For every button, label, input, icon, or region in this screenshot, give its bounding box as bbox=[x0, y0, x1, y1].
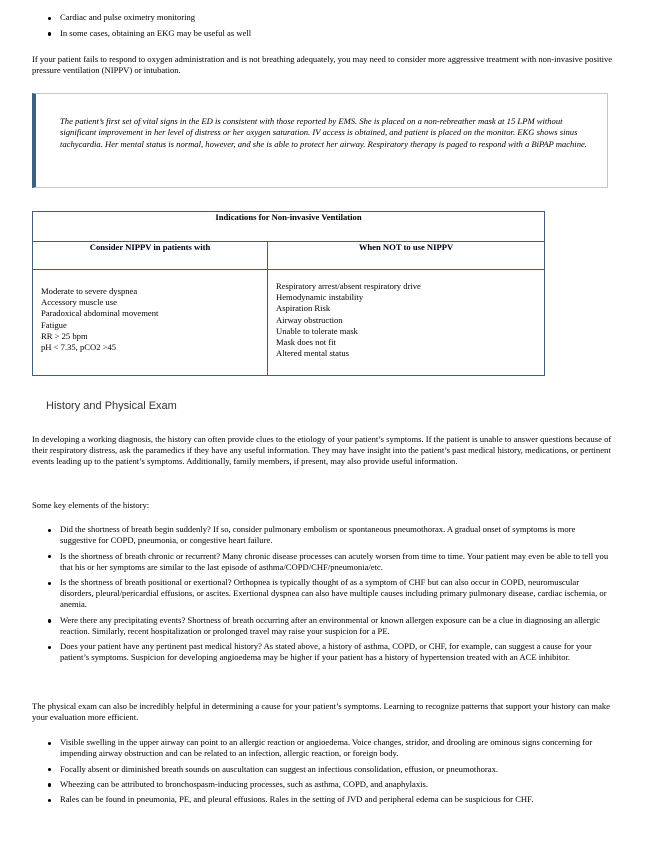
consider-item: Paradoxical abdominal movement bbox=[41, 308, 159, 319]
consider-item: pH < 7.35, pCO2 >45 bbox=[41, 342, 117, 353]
table-title: Indications for Non-invasive Ventilation bbox=[33, 212, 545, 242]
history-intro-paragraph: In developing a working diagnosis, the history can often provide clues to the etiology of your patient’s symptoms. If the patient is unable to answer questions because of their respiratory distress, ask the paramedics if they have any useful information. They may have insight into the patient’s past medical history, medications, or pertinent events leading up to the patient’s symptoms. Additionally, family members, if present, may also provide useful information. bbox=[32, 434, 612, 467]
section-heading: History and Physical Exam bbox=[46, 400, 177, 412]
key-elements-label: Some key elements of the history: bbox=[32, 500, 150, 510]
history-list bbox=[60, 524, 610, 668]
list-item: Visible swelling in the upper airway can point to an allergic reaction or angioedema. Voice changes, stridor, and drooling are ominous signs concerning for impending airway obstruction and can be related to an infection, allergic reaction, or foreign body. bbox=[60, 737, 616, 759]
contraindication-item: Unable to tolerate mask bbox=[276, 325, 358, 336]
indications-table bbox=[32, 211, 545, 376]
consider-item: Fatigue bbox=[41, 319, 67, 330]
consider-cell bbox=[33, 270, 268, 376]
list-item: Is the shortness of breath positional or exertional? Orthopnea is typically thought of as a symptom of CHF but can also occur in COPD, neuromuscular disorders, pleural/pericardial effusions, or ascites. Exertional dyspnea can also have multiple causes including primary pulmonary disease, cardiac ischemia, or anemia. bbox=[60, 577, 610, 611]
consider-item: RR > 25 bpm bbox=[41, 330, 88, 341]
exam-paragraph: The physical exam can also be incredibly helpful in determining a cause for your patient’s symptoms. Learning to recognize patterns that support your history can make your evaluation more efficient. bbox=[32, 701, 610, 723]
exam-findings-list bbox=[60, 737, 616, 809]
contraindication-item: Respiratory arrest/absent respiratory drive bbox=[276, 281, 421, 291]
consider-item: Moderate to severe dyspnea bbox=[41, 286, 138, 296]
nippv-paragraph: If your patient fails to respond to oxygen administration and is not breathing adequately, you may need to consider more aggressive treatment with non-invasive positive pressure ventilation (NIPPV) or intubation. bbox=[32, 54, 613, 76]
contraindication-cell bbox=[268, 270, 545, 376]
contraindication-item: Aspiration Risk bbox=[276, 303, 331, 314]
list-item: Rales can be found in pneumonia, PE, and pleural effusions. Rales in the setting of JVD and peripheral edema can be suspicious for CHF. bbox=[60, 794, 616, 805]
list-item: Focally absent or diminished breath sounds on auscultation can suggest an infectious consolidation, effusion, or pneumothorax. bbox=[60, 764, 616, 775]
contraindication-item: Hemodynamic instability bbox=[276, 292, 364, 303]
list-item: In some cases, obtaining an EKG may be useful as well bbox=[60, 28, 640, 39]
column-header-contraindications: When NOT to use NIPPV bbox=[268, 242, 545, 270]
list-item: Cardiac and pulse oximetry monitoring bbox=[60, 12, 640, 23]
list-item: Did the shortness of breath begin suddenly? If so, consider pulmonary embolism or spontaneous pneumothorax. A gradual onset of symptoms is more suggestive for COPD, pneumonia, or congestive heart failure. bbox=[60, 524, 610, 546]
consider-item: Accessory muscle use bbox=[41, 297, 117, 308]
contraindication-item: Altered mental status bbox=[276, 348, 350, 359]
list-item: Does your patient have any pertinent past medical history? As stated above, a history of asthma, COPD, or CHF, for example, can suggest a cause for your patient’s symptoms. Suspicion for developing angioedema may be higher if your patient has a history of hypertension treated with an ACE inhibitor. bbox=[60, 641, 610, 663]
case-callout bbox=[32, 93, 608, 188]
list-item: Were there any precipitating events? Shortness of breath occurring after an environmental or known allergen exposure can be a clue in diagnosing an allergic reaction. Similarly, recent hospitalization or prolonged travel may raise your suspicion for a PE. bbox=[60, 615, 610, 637]
contraindication-item: Mask does not fit bbox=[276, 337, 336, 348]
column-header-consider: Consider NIPPV in patients with bbox=[33, 242, 268, 270]
contraindication-item: Airway obstruction bbox=[276, 314, 343, 325]
list-item: Wheezing can be attributed to bronchospasm-inducing processes, such as asthma, COPD, and anaphylaxis. bbox=[60, 779, 616, 790]
list-item: Is the shortness of breath chronic or recurrent? Many chronic disease processes can acutely worsen from time to time. Your patient may even be able to tell you that his or her symptoms are similar to the last episode of asthma/COPD/CHF/pneumonia/etc. bbox=[60, 550, 609, 572]
monitoring-list bbox=[60, 12, 640, 44]
case-text: The patient’s first set of vital signs in the ED is consistent with those reported by EMS. She is placed on a non-rebreather mask at 15 LPM without significant improvement in her level of distress or her oxygen saturation. IV access is obtained, and patient is placed on the monitor. EKG shows sinus tachycardia. Her mental status is normal, however, and she is able to protect her airway. Respiratory therapy is paged to respond with a BiPAP machine. bbox=[60, 116, 587, 149]
